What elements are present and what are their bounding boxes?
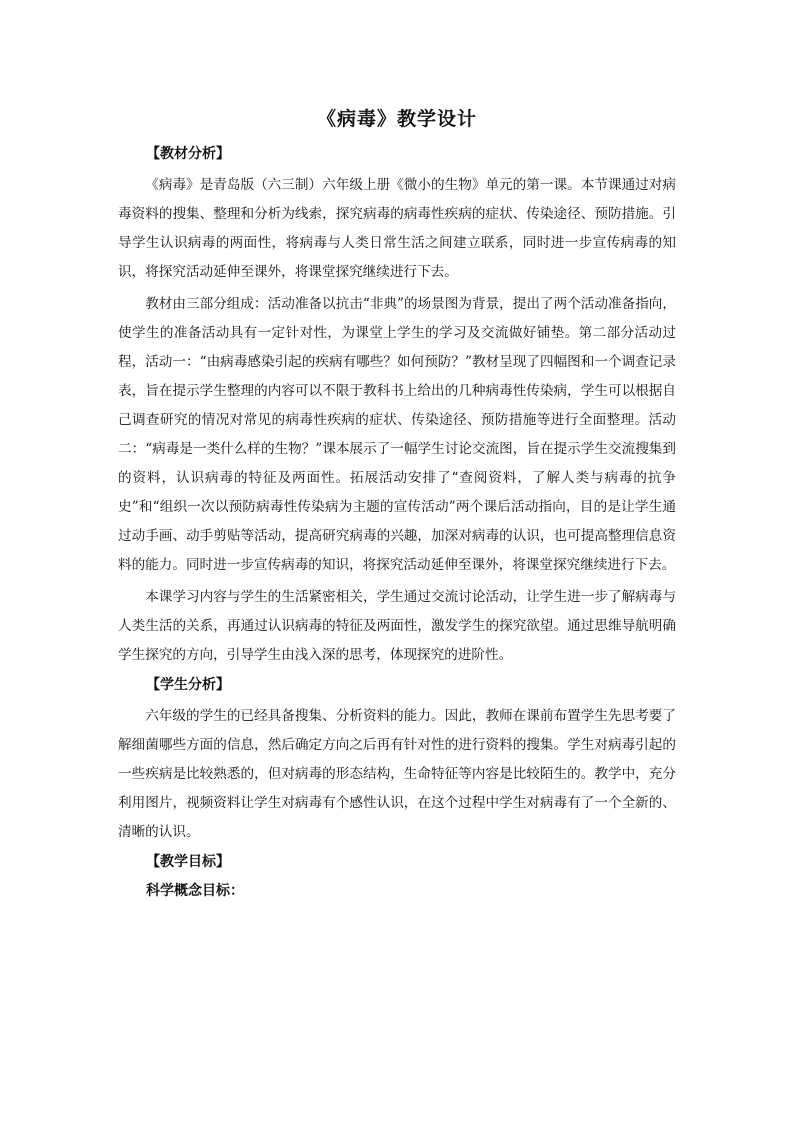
paragraph: 六年级的学生的已经具备搜集、分析资料的能力。因此，教师在课前布置学生先思考要了解细菌哪些方面的信息，然后确定方向之后再有针对性的进行资料的搜集。学生对病毒引起的一些疾病是比较熟悉的，但对病毒的形态结构，生命特征等内容是比较陌生的。教学中，充分利用图片，视频资料让学生对病毒有个感性认识，在这个过程中学生对病毒有了一个全新的、清晰的认识。 <box>118 708 676 840</box>
subheading-science-concept-goals: 科学概念目标： <box>146 883 244 899</box>
paragraph: 教材由三部分组成：活动准备以抗击“非典”的场景图为背景，提出了两个活动准备指向，使学生的准备活动具有一定针对性，为课堂上学生的学习及交流做好铺垫。第二部分活动过程，活动一：“由病毒感染引起的疾病有哪些？如何预防？”教材呈现了四幅图和一个调查记录表，旨在提示学生整理的内容可以不限于教科书上给出的几种病毒性传染病，学生可以根据自己调查研究的情况对常见的病毒性疾病的症状、传染途径、预防措施等进行全面整理。活动二：“病毒是一类什么样的生物？”课本展示了一幅学生讨论交流图，旨在提示学生交流搜集到的资料，认识病毒的特征及两面性。拓展活动安排了“查阅资料，了解人类与病毒的抗争史”和“组织一次以预防病毒性传染病为主题的宣传活动”两个课后活动指向，目的是让学生通过动手画、动手剪贴等活动，提高研究病毒的兴趣，加深对病毒的认识，也可提高整理信息资料的能力。同时进一步宣传病毒的知识，将探究活动延伸至课外，将课堂探究继续进行下去。 <box>118 296 676 573</box>
document-title: 《病毒》教学设计 <box>316 108 477 130</box>
document-content <box>118 104 676 903</box>
paragraph: 本课学习内容与学生的生活紧密相关，学生通过交流讨论活动，让学生进一步了解病毒与人类生活的关系，再通过认识病毒的特征及两面性，激发学生的探究欲望。通过思维导航明确学生探究的方向，引导学生由浅入深的思考，体现探究的进阶性。 <box>118 589 676 663</box>
section-heading-teaching-goals: 【教学目标】 <box>146 854 230 870</box>
section-heading-textbook-analysis: 【教材分析】 <box>146 146 230 162</box>
section-heading-student-analysis: 【学生分析】 <box>146 677 230 693</box>
paragraph: 《病毒》是青岛版（六三制）六年级上册《微小的生物》单元的第一课。本节课通过对病毒资料的搜集、整理和分析为线索，探究病毒的病毒性疾病的症状、传染途径、预防措施。引导学生认识病毒的两面性，将病毒与人类日常生活之间建立联系，同时进一步宣传病毒的知识，将探究活动延伸至课外，将课堂探究继续进行下去。 <box>118 177 676 280</box>
